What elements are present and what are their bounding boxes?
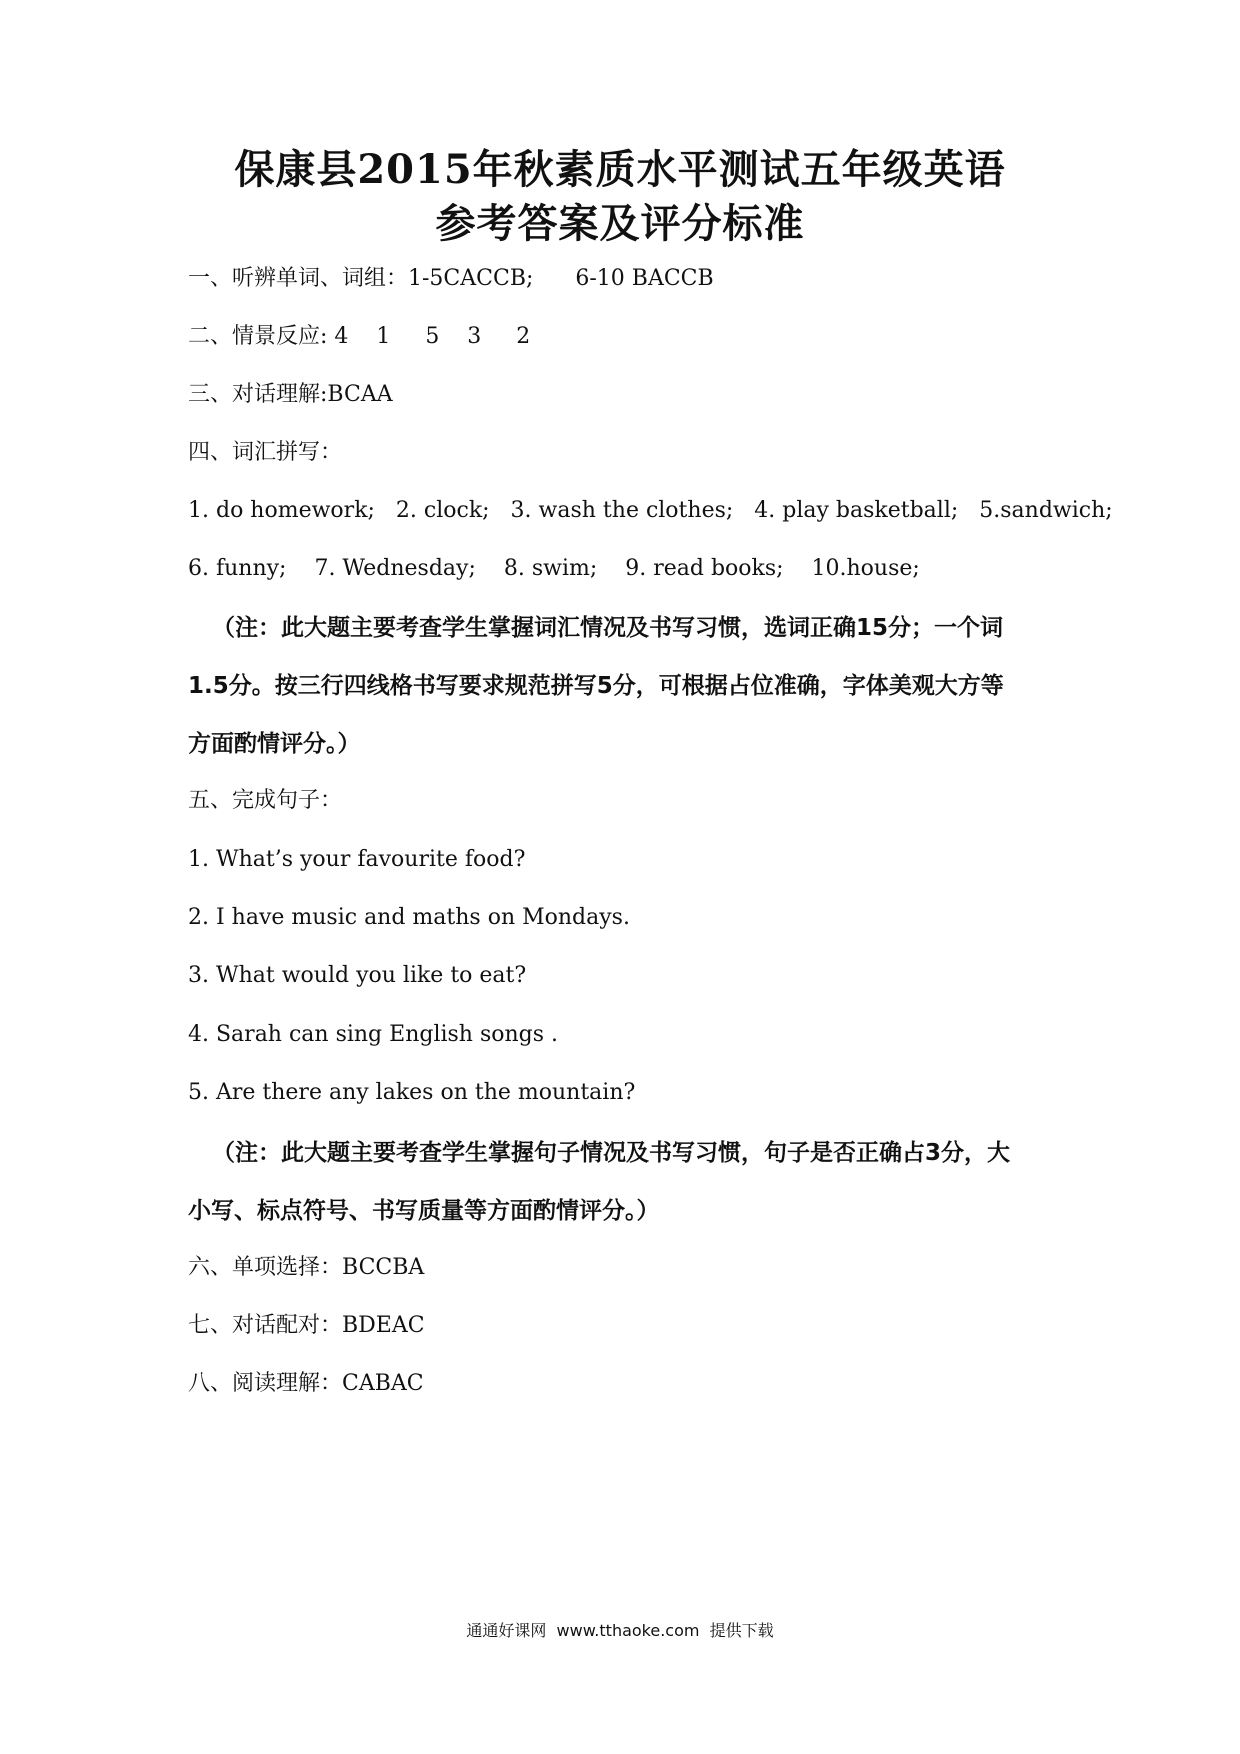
section-dialogue-matching: 七、对话配对：BDEAC: [188, 1313, 425, 1338]
section-listening-words: 一、听辨单词、词组：1-5CACCB; 6-10 BACCB: [188, 266, 714, 291]
vocabulary-note-line-1: （注：此大题主要考查学生掌握词汇情况及书写习惯，选词正确15分；一个词: [212, 615, 1004, 641]
vocabulary-answers-line-1: 1. do homework; 2. clock; 3. wash the clothes; 4. play basketball; 5.sandwich;: [188, 498, 1113, 523]
sentences-note-line-2: 小写、标点符号、书写质量等方面酌情评分。）: [188, 1198, 660, 1224]
section-reading-comprehension: 八、阅读理解：CABAC: [188, 1371, 424, 1396]
sentences-note-line-1: （注：此大题主要考查学生掌握句子情况及书写习惯，句子是否正确占3分，大: [212, 1140, 1011, 1166]
sentence-answer-2: 2. I have music and maths on Mondays.: [188, 905, 630, 930]
sentence-answer-4: 4. Sarah can sing English songs .: [188, 1022, 559, 1047]
section-vocabulary-heading: 四、词汇拼写：: [188, 440, 343, 465]
vocabulary-note-line-2: 1.5分。按三行四线格书写要求规范拼写5分，可根据占位准确，字体美观大方等: [188, 673, 1004, 699]
vocabulary-answers-line-2: 6. funny; 7. Wednesday; 8. swim; 9. read books; 10.house;: [188, 556, 920, 581]
sentence-answer-3: 3. What would you like to eat?: [188, 963, 527, 988]
document-title: 保康县2015年秋素质水平测试五年级英语: [234, 146, 1006, 193]
sentence-answer-1: 1. What’s your favourite food?: [188, 847, 526, 872]
page-footer-source: 通通好课网 www.tthaoke.com 提供下载: [466, 1621, 774, 1640]
section-multiple-choice: 六、单项选择：BCCBA: [188, 1255, 425, 1280]
vocabulary-note-line-3: 方面酌情评分。）: [188, 731, 361, 757]
section-situational-response: 二、情景反应: 4 1 5 3 2: [188, 324, 531, 349]
section-dialogue-comprehension: 三、对话理解:BCAA: [188, 382, 393, 407]
sentence-answer-5: 5. Are there any lakes on the mountain?: [188, 1080, 636, 1105]
section-complete-sentences-heading: 五、完成句子：: [188, 788, 343, 813]
document-subtitle: 参考答案及评分标准: [435, 200, 805, 247]
